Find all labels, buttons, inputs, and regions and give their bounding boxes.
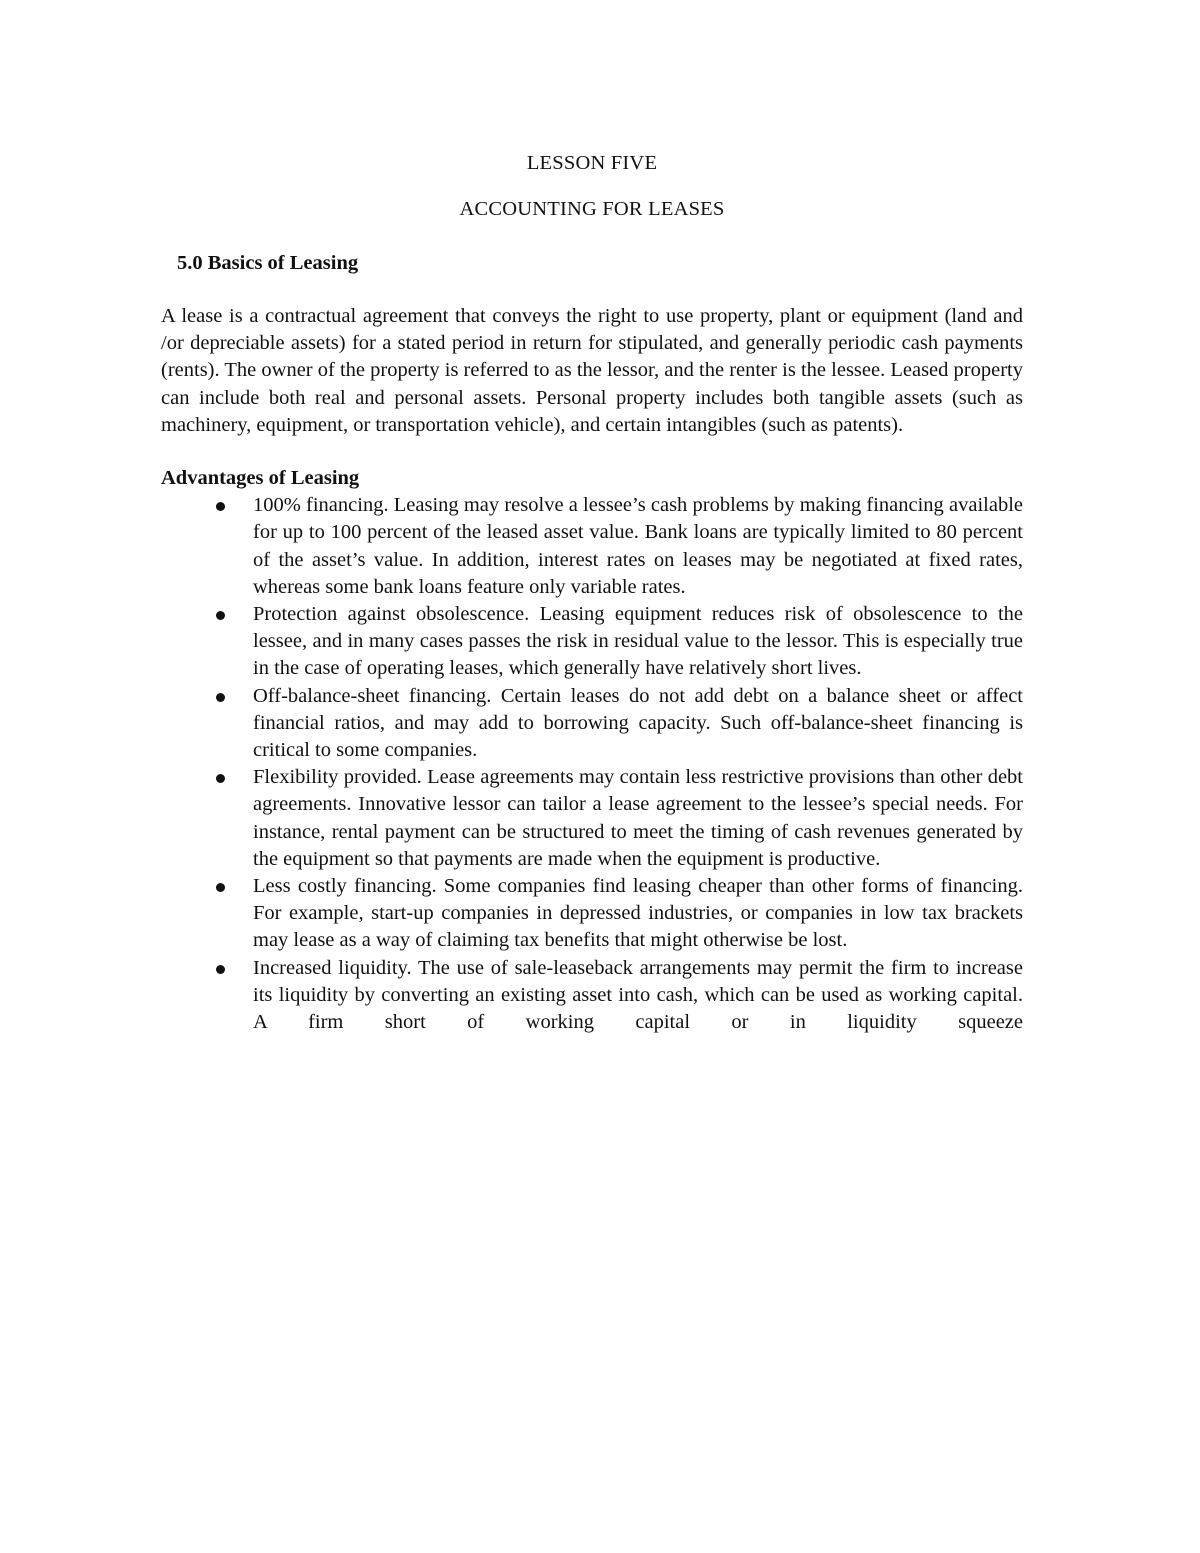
list-item-text: 100% financing. Leasing may resolve a lessee’s cash problems by making financing available for up to 100 percent of the leased asset value. Bank loans are typically limited to 80 percent of the asset’s value. In addition, interest rates on leases may be negotiated at fixed rates, whereas some bank loans feature only variable rates. xyxy=(253,494,1023,598)
list-item xyxy=(253,764,1023,873)
advantages-heading: Advantages of Leasing xyxy=(161,467,360,490)
document-body xyxy=(161,150,1023,1036)
lesson-subtitle: ACCOUNTING FOR LEASES xyxy=(459,198,725,220)
bullet-icon xyxy=(216,965,225,974)
lesson-title: LESSON FIVE xyxy=(526,152,658,174)
intro-paragraph: A lease is a contractual agreement that conveys the right to use property, plant or equipment (land and /or depreciable assets) for a stated period in return for stipulated, and generally periodic cash payments (rents). The owner of the property is referred to as the lessor, and the renter is the lessee. Leased property can include both real and personal assets. Personal property includes both tangible assets (such as machinery, equipment, or transportation vehicle), and certain intangibles (such as patents). xyxy=(161,305,1023,436)
list-item xyxy=(253,492,1023,601)
section-heading: 5.0 Basics of Leasing xyxy=(177,252,359,274)
list-item-text: Protection against obsolescence. Leasing equipment reduces risk of obsolescence to the lessee, and in many cases passes the risk in residual value to the lessor. This is especially true in the case of operating leases, which generally have relatively short lives. xyxy=(253,603,1023,680)
bullet-icon xyxy=(216,883,225,892)
list-item xyxy=(253,683,1023,765)
bullet-icon xyxy=(216,693,225,702)
bullet-icon xyxy=(216,502,225,511)
list-item xyxy=(253,601,1023,683)
list-item-text: Flexibility provided. Lease agreements may contain less restrictive provisions than other debt agreements. Innovative lessor can tailor a lease agreement to the lessee’s special needs. For instance, rental payment can be structured to meet the timing of cash revenues generated by the equipment so that payments are made when the equipment is productive. xyxy=(253,766,1023,870)
list-item-text: Increased liquidity. The use of sale-leaseback arrangements may permit the firm to increase its liquidity by converting an existing asset into cash, which can be used as working capital. A firm short of working capital or in liquidity squeeze xyxy=(253,956,1023,1034)
bullet-icon xyxy=(216,611,225,620)
list-item xyxy=(253,873,1023,955)
list-item xyxy=(253,955,1023,1037)
list-item-text: Off-balance-sheet financing. Certain leases do not add debt on a balance sheet or affect financial ratios, and may add to borrowing capacity. Such off-balance-sheet financing is critical to some companies. xyxy=(253,684,1023,762)
bullet-icon xyxy=(216,774,225,783)
list-item-text: Less costly financing. Some companies find leasing cheaper than other forms of financing. For example, start-up companies in depressed industries, or companies in low tax brackets may lease as a way of claiming tax benefits that might otherwise be lost. xyxy=(253,875,1023,952)
advantages-list xyxy=(161,492,1023,1036)
